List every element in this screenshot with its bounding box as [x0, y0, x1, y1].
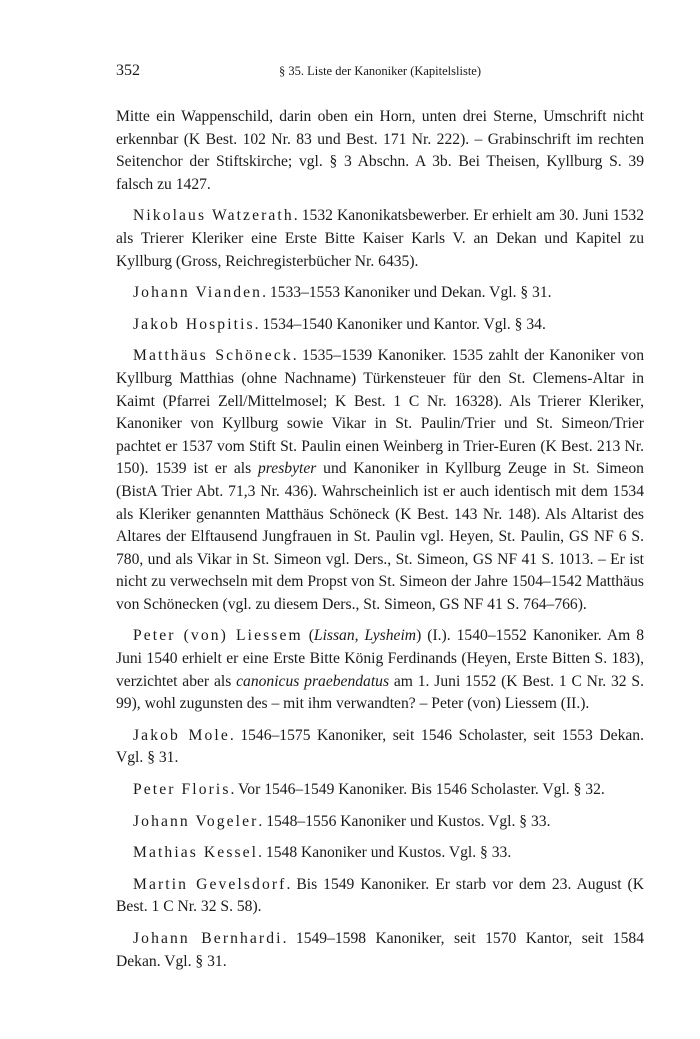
entry-liessem	[116, 625, 644, 715]
entry-name-variants: Lissan, Lysheim	[313, 627, 417, 645]
entry-name: Nikolaus Watzerath	[133, 207, 294, 225]
book-page	[116, 62, 644, 982]
entry-vogeler	[116, 811, 644, 834]
entry-text-end: am 1. Juni 1552 (K Best. 1 C Nr. 32 S. 99), wohl zugunsten des – mit ihm verwandten? – Peter (von) Liessem (II.).	[116, 672, 644, 713]
entry-text: . 1546–1575 Kanoniker, seit 1546 Scholaster, seit 1553 Dekan. Vgl. § 31.	[116, 726, 644, 767]
entry-text: . Vor 1546–1549 Kanoniker. Bis 1546 Scholaster. Vgl. § 32.	[230, 781, 605, 799]
entry-mole	[116, 725, 644, 770]
entry-name: Jakob Hospitis	[133, 315, 255, 333]
entry-text: . 1548 Kanoniker und Kustos. Vgl. § 33.	[258, 844, 512, 862]
entry-name: Martin Gevelsdorf	[133, 875, 287, 893]
entry-name: Johann Bernhardi	[133, 930, 283, 947]
running-head	[116, 62, 644, 84]
entry-name: Peter (von) Liessem	[133, 627, 303, 645]
entry-floris	[116, 779, 644, 802]
entry-hospitis	[116, 314, 644, 337]
entry-text: . 1548–1556 Kanoniker und Kustos. Vgl. § 33.	[258, 812, 551, 830]
entry-text: . Bis 1549 Kanoniker. Er starb vor dem 23. August (K Best. 1 C Nr. 32 S. 58).	[116, 875, 645, 916]
entry-name: Johann Vianden	[133, 284, 263, 302]
entry-bernhardi	[116, 928, 644, 973]
entry-text: . 1532 Kanonikatsbewerber. Er erhielt am 30. Juni 1532 als Trierer Kleriker eine Erste Bitte Kaiser Karls V. an Dekan und Kapitel zu Kyllburg (Gross, Reichregisterbücher Nr. 6435).	[116, 207, 644, 270]
entry-text: (	[302, 627, 314, 645]
running-head-title: § 35. Liste der Kanoniker (Kapitelsliste)	[278, 64, 482, 78]
entry-text: . 1549–1598 Kanoniker, seit 1570 Kantor, seit 1584 Dekan. Vgl. § 31.	[116, 930, 644, 970]
entry-text: . 1535–1539 Kanoniker. 1535 zahlt der Kanoniker von Kyllburg Matthias (ohne Nachname) Türkensteuer für den St. Clemens-Altar in Kaimt (Pfarrei Zell/Mittelmosel; K Best. 1 C Nr. 16328). Als Trierer Kleriker, Kanoniker von Kyllburg sowie Vikar in St. Paulin/Trier und St. Simeon/Trier pachtet er 1537 vom Stift St. Paulin einen Weinberg in Trier-Euren (K Best. 213 Nr. 150). 1539 ist er als	[116, 347, 644, 478]
entry-text-continued: ) (I.). 1540–1552 Kanoniker. Am 8 Juni 1540 erhielt er eine Erste Bitte König Ferdinands (Heyen, Erste Bitten S. 183), verzichtet aber als	[116, 627, 645, 690]
entry-schoeneck	[116, 345, 644, 616]
entry-paragraph-continued	[116, 106, 644, 196]
entry-italic-term: presbyter	[258, 460, 317, 478]
entry-gevelsdorf	[116, 874, 644, 919]
entry-text: . 1534–1540 Kanoniker und Kantor. Vgl. § 34.	[254, 315, 546, 333]
entry-name: Peter Floris	[133, 781, 231, 799]
entry-name: Jakob Mole	[133, 726, 230, 744]
canon-list	[116, 106, 644, 973]
entry-italic-term: canonicus praebendatus	[236, 672, 390, 690]
page-number: 352	[116, 62, 140, 79]
entry-name: Mathias Kessel	[133, 844, 259, 862]
entry-watzerath	[116, 205, 644, 273]
entry-text: . 1533–1553 Kanoniker und Dekan. Vgl. § 31.	[262, 284, 552, 302]
entry-name: Johann Vogeler	[133, 812, 259, 830]
entry-vianden	[116, 282, 644, 305]
entry-name: Matthäus Schöneck	[133, 347, 293, 365]
entry-kessel	[116, 842, 644, 865]
entry-text-continued: und Kanoniker in Kyllburg Zeuge in St. Simeon (BistA Trier Abt. 71,3 Nr. 436). Wahrscheinlich ist er auch identisch mit dem 1534 als Kleriker genannten Matthäus Schöneck (K Best. 143 Nr. 148). Als Altarist des Altares der Elftausend Jungfrauen in St. Paulin vgl. Heyen, St. Paulin, GS NF 6 S. 780, und als Vikar in St. Simeon vgl. Ders., St. Simeon, GS NF 41 S. 1013. – Er ist nicht zu verwechseln mit dem Propst von St. Simeon der Jahre 1504–1542 Matthäus von Schönecken (vgl. zu diesem Ders., St. Simeon, GS NF 41 S. 764–766).	[116, 460, 644, 613]
paragraph-text: Mitte ein Wappenschild, darin oben ein Horn, unten drei Sterne, Umschrift nicht erkennbar (K Best. 102 Nr. 83 und Best. 171 Nr. 222). – Grabinschrift im rechten Seitenchor der Stiftskirche; vgl. § 3 Abschn. A 3b. Bei Theisen, Kyllburg S. 39 falsch zu 1427.	[116, 108, 644, 193]
